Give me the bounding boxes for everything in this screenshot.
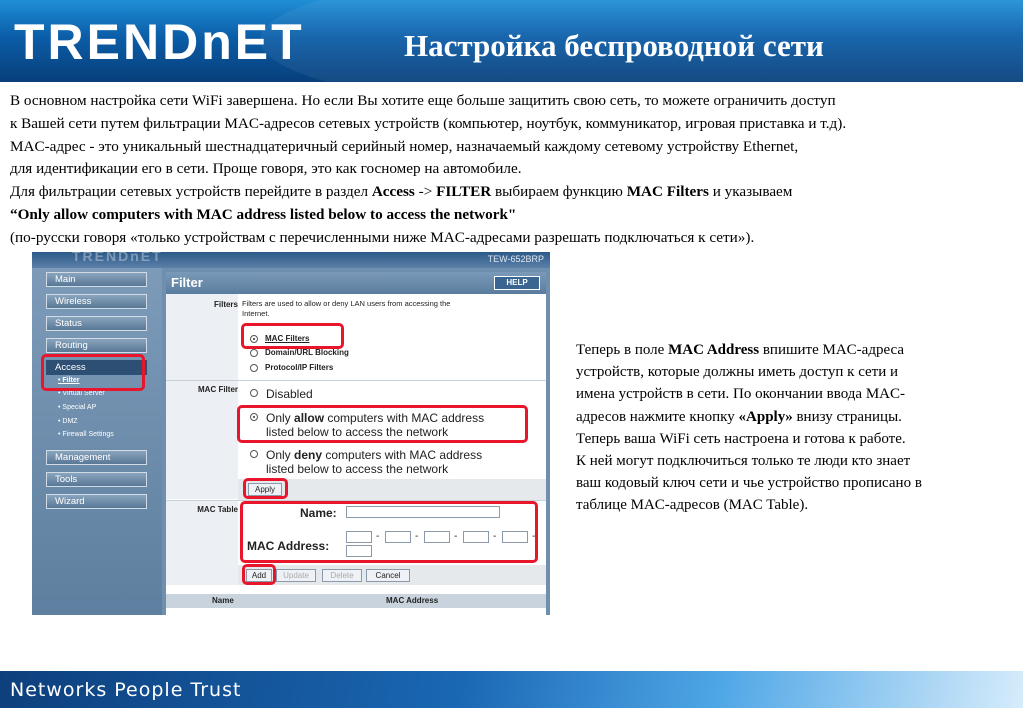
- allow-option-highlight: [237, 405, 528, 443]
- router-model: TEW-652BRP: [487, 254, 544, 264]
- mac-deny-option[interactable]: Only deny computers with MAC address listed below to access the network: [266, 448, 483, 476]
- domain-url-option[interactable]: Domain/URL Blocking: [265, 348, 349, 357]
- col-mac-address: MAC Address: [386, 596, 439, 605]
- nav-access[interactable]: Access: [46, 360, 147, 375]
- slide-header: [0, 0, 1023, 82]
- filters-desc: Filters are used to allow or deny LAN users from accessing the Internet.: [242, 299, 451, 318]
- cancel-button[interactable]: Cancel: [366, 569, 410, 582]
- mac-table-header: [166, 594, 546, 608]
- note-line: устройств, которые должны иметь доступ к сети и: [576, 364, 899, 381]
- mac-table-highlight: [240, 501, 538, 563]
- mac-separator: -: [415, 531, 419, 542]
- slide-footer: [0, 671, 1023, 708]
- note-line: ваш кодовый ключ сети и чье устройство прописано в: [576, 475, 922, 492]
- access-highlight: [41, 354, 145, 391]
- intro-line: к Вашей сети путем фильтрации MAC-адресов сетевых устройств (компьютер, ноутбук, коммуникатор, игровая приставка и т.д).: [10, 114, 847, 132]
- nav-main[interactable]: Main: [46, 272, 147, 287]
- router-admin-screenshot: [32, 252, 550, 615]
- apply-button[interactable]: Apply: [248, 483, 282, 496]
- mac-address-label: MAC Address:: [247, 539, 330, 553]
- col-name: Name: [212, 596, 234, 605]
- add-button[interactable]: Add: [246, 569, 272, 582]
- nav-sub-dmz[interactable]: • DMZ: [58, 418, 78, 425]
- footer-slogan: Networks People Trust: [10, 679, 242, 701]
- nav-routing[interactable]: Routing: [46, 338, 147, 353]
- nav-sub-filter[interactable]: • Filter: [58, 377, 80, 384]
- nav-tools[interactable]: Tools: [46, 472, 147, 487]
- mac-filter-label: MAC Filter: [198, 385, 238, 394]
- router-sidebar: [32, 268, 162, 615]
- instruction-note: [576, 339, 1016, 517]
- intro-line: “Only allow computers with MAC address listed below to access the network": [10, 205, 517, 223]
- mac-separator: -: [376, 531, 380, 542]
- mac-separator: -: [454, 531, 458, 542]
- panel-title: Filter HELP: [166, 272, 546, 294]
- nav-wizard[interactable]: Wizard: [46, 494, 147, 509]
- note-line: имена устройств в сети. По окончании ввода MAC-: [576, 386, 906, 403]
- delete-button[interactable]: Delete: [322, 569, 362, 582]
- nav-status[interactable]: Status: [46, 316, 147, 331]
- mac-table-label: MAC Table: [197, 505, 238, 514]
- help-button[interactable]: HELP: [494, 276, 540, 290]
- intro-line: Для фильтрации сетевых устройств перейдите в раздел Access -> FILTER выбираем функцию MAC Filters и указываем: [10, 183, 793, 201]
- intro-line: (по-русски говоря «только устройствам с перечисленными ниже MAC-адресами разрешать подключаться к сети»).: [10, 228, 755, 246]
- trendnet-logo: TRENDnET: [14, 14, 305, 70]
- nav-sub-virtual-server[interactable]: • Virtual Server: [58, 390, 105, 397]
- protocol-ip-option[interactable]: Protocol/IP Filters: [265, 363, 334, 372]
- intro-text: [10, 90, 1020, 250]
- mac-deny-radio[interactable]: [250, 450, 258, 458]
- mac-allow-option[interactable]: Only allow computers with MAC address listed below to access the network: [266, 411, 485, 439]
- mac-disabled-option[interactable]: Disabled: [266, 387, 313, 401]
- note-line: таблице MAC-адресов (MAC Table).: [576, 497, 809, 514]
- add-highlight: [242, 564, 276, 585]
- note-line: адресов нажмите кнопку «Apply» внизу страницы.: [576, 408, 902, 425]
- protocol-ip-radio[interactable]: [250, 364, 258, 372]
- mac-separator: -: [493, 531, 497, 542]
- router-topbar: [32, 252, 550, 268]
- nav-management[interactable]: Management: [46, 450, 147, 465]
- nav-wireless[interactable]: Wireless: [46, 294, 147, 309]
- note-line: Теперь ваша WiFi сеть настроена и готова к работе.: [576, 430, 906, 447]
- mac-disabled-radio[interactable]: [250, 389, 258, 397]
- slide-title: Настройка беспроводной сети: [404, 28, 824, 63]
- apply-highlight: [243, 478, 288, 499]
- note-line: К ней могут подключиться только те люди кто знает: [576, 453, 911, 470]
- nav-sub-special-ap[interactable]: • Special AP: [58, 404, 97, 411]
- intro-line: для идентификации его в сети. Проще говоря, это как госномер на автомобиле.: [10, 160, 522, 178]
- filters-label: Filters: [213, 300, 238, 309]
- nav-sub-firewall-settings[interactable]: • Firewall Settings: [58, 431, 114, 438]
- mac-filters-option[interactable]: MAC Filters: [265, 334, 310, 343]
- name-label: Name:: [300, 506, 337, 520]
- domain-url-radio[interactable]: [250, 349, 258, 357]
- mac-filters-highlight: [241, 323, 344, 349]
- intro-line: MAC-адрес - это уникальный шестнадцатеричный серийный номер, назначаемый каждому сетевому устройству Ethernet,: [10, 137, 799, 155]
- router-logo: TRENDnET: [72, 252, 163, 264]
- mac-filter-label-bg: [166, 381, 238, 499]
- note-line: Теперь в поле MAC Address впишите MAC-адреса: [576, 342, 904, 358]
- mac-separator: -: [532, 531, 536, 542]
- update-button[interactable]: Update: [276, 569, 316, 582]
- intro-line: В основном настройка сети WiFi завершена. Но если Вы хотите еще больше защитить свою сеть, то можете ограничить доступ: [10, 92, 836, 109]
- filter-panel: [166, 272, 546, 615]
